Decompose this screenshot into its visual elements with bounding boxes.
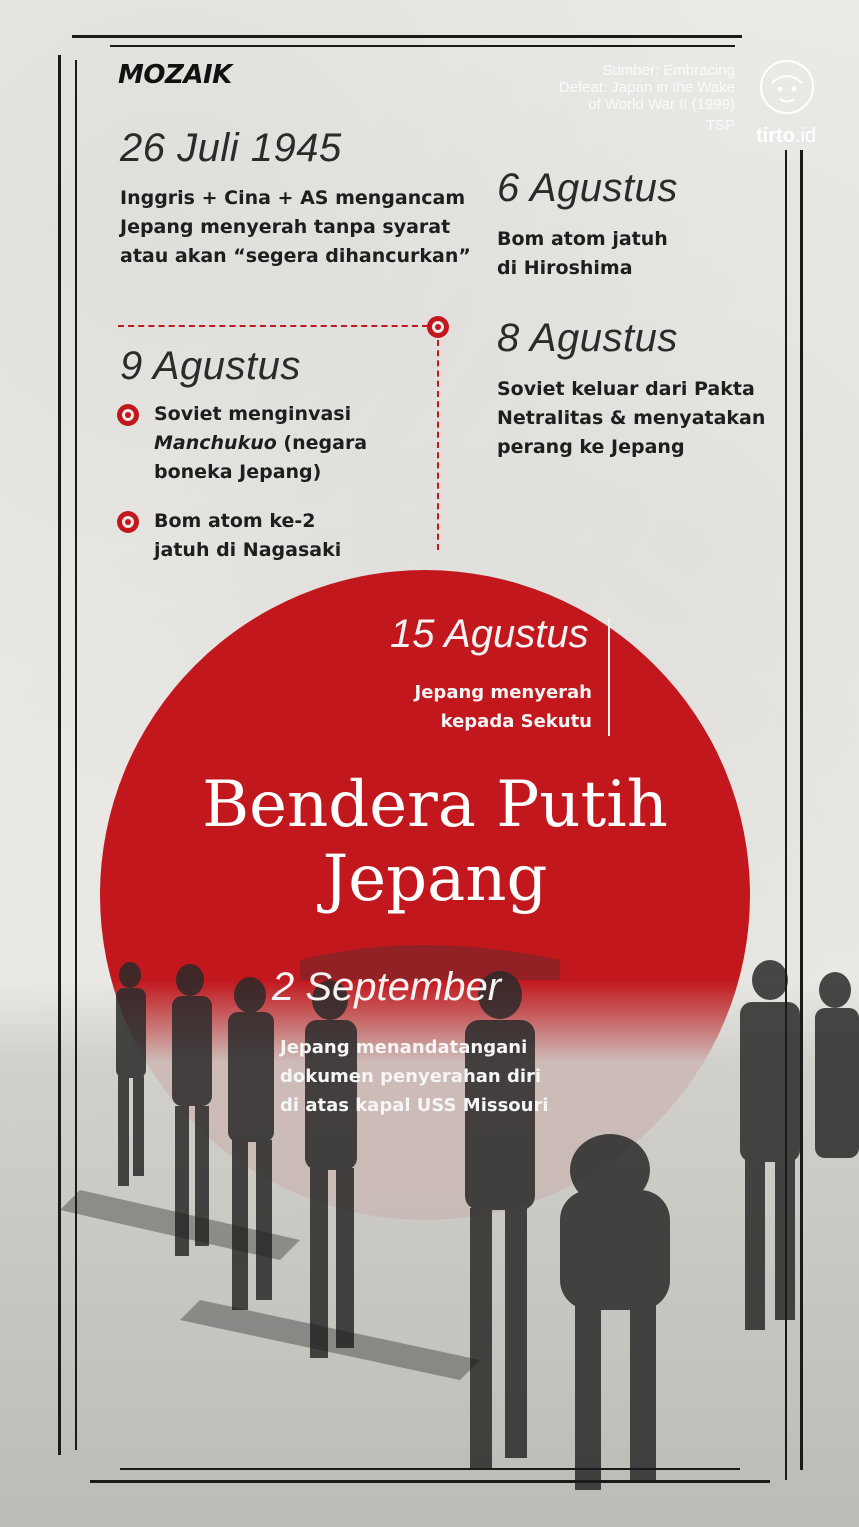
event-line: jatuh di Nagasaki: [154, 539, 342, 561]
bullet-target-icon: [117, 404, 139, 426]
event-line: boneka Jepang): [154, 461, 322, 483]
tirto-logo: [752, 55, 824, 150]
mozaik-logo: MOZAIK: [118, 60, 232, 90]
frame-top-line: [72, 35, 742, 38]
event-line: Jepang menyerah: [414, 682, 592, 703]
event-date-6-agustus: 6 Agustus: [497, 166, 678, 210]
event-line: atau akan “segera dihancurkan”: [120, 245, 471, 267]
event-line-mixed: [154, 429, 367, 458]
event-line: Jepang menandatangani: [280, 1037, 528, 1058]
event-line: di Hiroshima: [497, 257, 633, 279]
emphasis-term: Manchukuo: [154, 432, 277, 454]
event-date-9-agustus: 9 Agustus: [120, 344, 301, 388]
event-text-9-agustus-b: [154, 507, 341, 565]
event-line: perang ke Jepang: [497, 436, 685, 458]
tirto-name: tirto: [756, 125, 795, 147]
bullet-target-icon: [427, 316, 449, 338]
divider-15-agustus: [608, 618, 610, 736]
event-date-8-agustus: 8 Agustus: [497, 316, 678, 360]
frame-left-line: [58, 55, 61, 1455]
connector-vertical: [437, 340, 439, 550]
event-line: dokumen penyerahan diri: [280, 1066, 542, 1087]
event-line-rest: (negara: [283, 432, 368, 454]
event-date-15-agustus: 15 Agustus: [390, 612, 589, 656]
event-date-2-september: 2 September: [272, 965, 502, 1009]
event-text-26-juli: [120, 184, 471, 271]
source-line-2: Defeat: Japan in the Wake: [558, 79, 735, 96]
event-line: kepada Sekutu: [440, 711, 592, 732]
source-line-3: of World War II (1999): [588, 96, 735, 113]
frame-top-line-inner: [110, 45, 735, 47]
event-line: Jepang menyerah tanpa syarat: [120, 216, 451, 238]
soldiers-photo: [0, 940, 859, 1527]
event-text-2-september: [280, 1033, 549, 1120]
event-line: Soviet keluar dari Pakta: [497, 378, 755, 400]
tirto-tld: .id: [794, 125, 817, 147]
connector-horizontal: [118, 325, 428, 327]
event-text-9-agustus-a: [154, 400, 367, 487]
event-line: Netralitas & menyatakan: [497, 407, 766, 429]
tirto-wordmark: [756, 125, 816, 148]
title-line-1: Bendera Putih: [202, 768, 668, 842]
page-title: [100, 768, 770, 916]
event-line: Inggris + Cina + AS mengancam: [120, 187, 466, 209]
tirto-mascot-icon: [752, 55, 822, 125]
event-text-8-agustus: [497, 375, 765, 462]
frame-bottom-line-inner: [120, 1468, 740, 1470]
event-text-6-agustus: [497, 225, 668, 283]
event-line: Bom atom jatuh: [497, 228, 668, 250]
source-author: TSP: [705, 117, 735, 134]
frame-bottom-line: [90, 1480, 770, 1483]
event-line: Bom atom ke-2: [154, 510, 316, 532]
source-credit: [535, 62, 735, 134]
event-line: di atas kapal USS Missouri: [280, 1095, 549, 1116]
event-date-26-juli: 26 Juli 1945: [120, 126, 342, 170]
frame-left-line-inner: [75, 60, 77, 1450]
source-line-1: Sumber: Embracing: [602, 62, 735, 79]
bullet-target-icon: [117, 511, 139, 533]
event-text-15-agustus: [392, 678, 592, 736]
frame-right-line: [800, 150, 803, 1470]
frame-right-line-inner: [785, 150, 787, 1480]
title-line-2: Jepang: [322, 842, 548, 916]
event-line: Soviet menginvasi: [154, 403, 352, 425]
